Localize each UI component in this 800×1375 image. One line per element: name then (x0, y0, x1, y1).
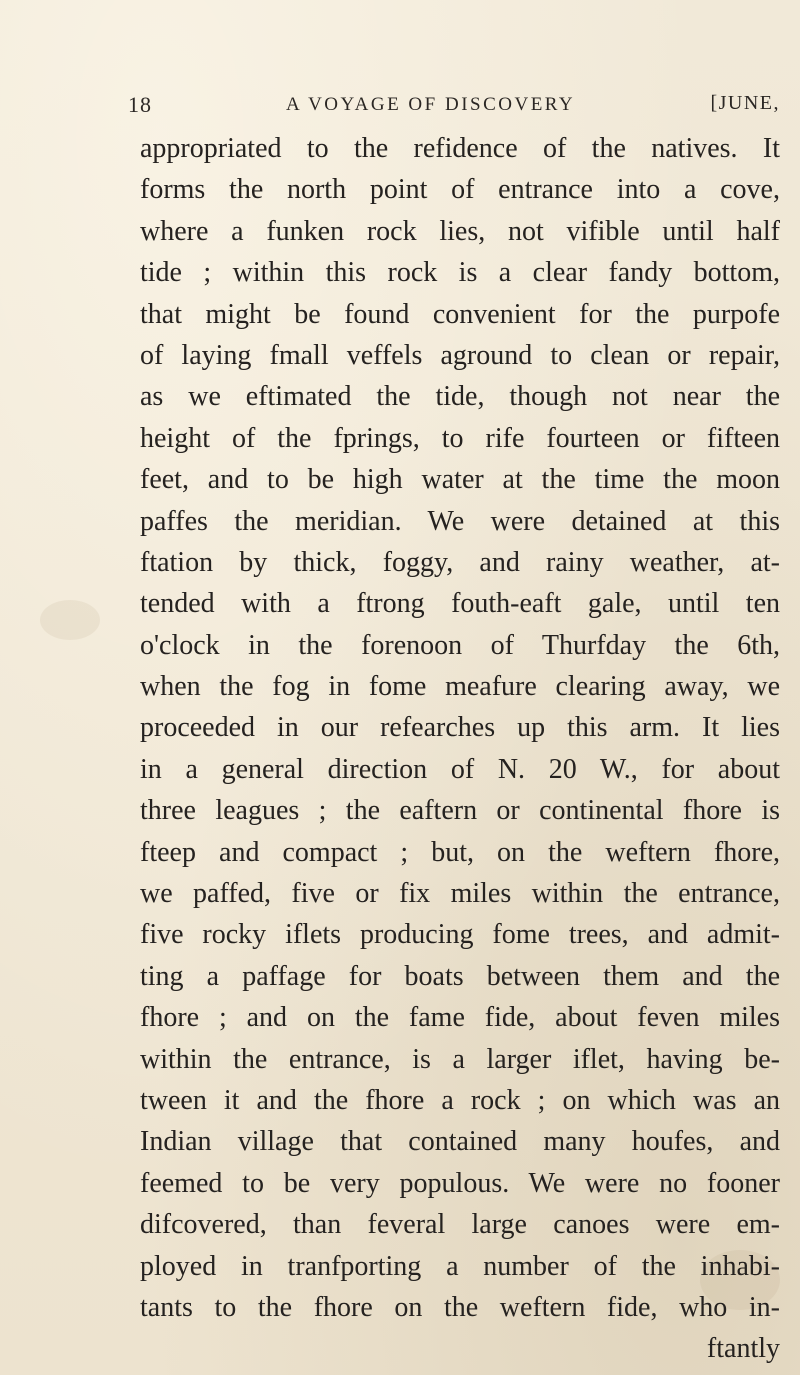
text-line: as we eftimated the tide, though not near the (140, 381, 780, 413)
text-line: appropriated to the refidence of the natives. It (140, 133, 780, 164)
text-line: ting a paffage for boats between them and the (140, 960, 780, 992)
running-title: A VOYAGE OF DISCOVERY (286, 94, 576, 115)
text-line: paffes the meridian. We were detained at this (140, 505, 780, 537)
text-line: five rocky iflets producing fome trees, and admit- (140, 919, 780, 951)
text-line: feet, and to be high water at the time the moon (140, 464, 780, 496)
text-line: difcovered, than feveral large canoes were em- (140, 1209, 780, 1241)
text-line: when the fog in fome meafure clearing away, we (140, 671, 780, 703)
text-line: tended with a ftrong fouth-eaft gale, until ten (140, 588, 780, 620)
text-line: ftation by thick, foggy, and rainy weather, at- (140, 546, 780, 578)
text-line: ployed in tranfporting a number of the inhabi- (140, 1250, 780, 1282)
text-line: tween it and the fhore a rock ; on which was an (140, 1084, 780, 1116)
text-line: where a funken rock lies, not vifible until half (140, 215, 780, 247)
text-line: fteep and compact ; but, on the weftern fhore, (140, 836, 780, 868)
text-line: tants to the fhore on the weftern fide, who in- (140, 1291, 780, 1323)
running-header (128, 92, 780, 128)
running-date: [JUNE, (710, 92, 780, 114)
text-line: feemed to be very populous. We were no fooner (140, 1167, 780, 1199)
text-line: proceeded in our refearches up this arm. It lies (140, 712, 780, 744)
body-text (140, 128, 780, 1370)
text-line: of laying fmall veffels aground to clean or repair, (140, 339, 780, 371)
text-line: fhore ; and on the fame fide, about feven miles (140, 1002, 780, 1034)
text-line: height of the fprings, to rife fourteen or fifteen (140, 422, 780, 454)
text-line: Indian village that contained many houfes, and (140, 1126, 780, 1158)
text-line: o'clock in the forenoon of Thurfday the 6th, (140, 629, 780, 661)
page-number: 18 (128, 92, 152, 117)
text-line: tide ; within this rock is a clear fandy bottom, (140, 257, 780, 289)
catchword: ftantly (706, 1333, 780, 1365)
text-line: in a general direction of N. 20 W., for about (140, 753, 780, 785)
text-line: forms the north point of entrance into a cove, (140, 174, 780, 206)
text-line: within the entrance, is a larger iflet, having be- (140, 1043, 780, 1075)
text-line: that might be found convenient for the purpofe (140, 298, 780, 330)
text-line: we paffed, five or fix miles within the entrance, (140, 878, 780, 910)
text-line: three leagues ; the eaftern or continental fhore is (140, 795, 780, 827)
paper-stain (40, 600, 100, 640)
